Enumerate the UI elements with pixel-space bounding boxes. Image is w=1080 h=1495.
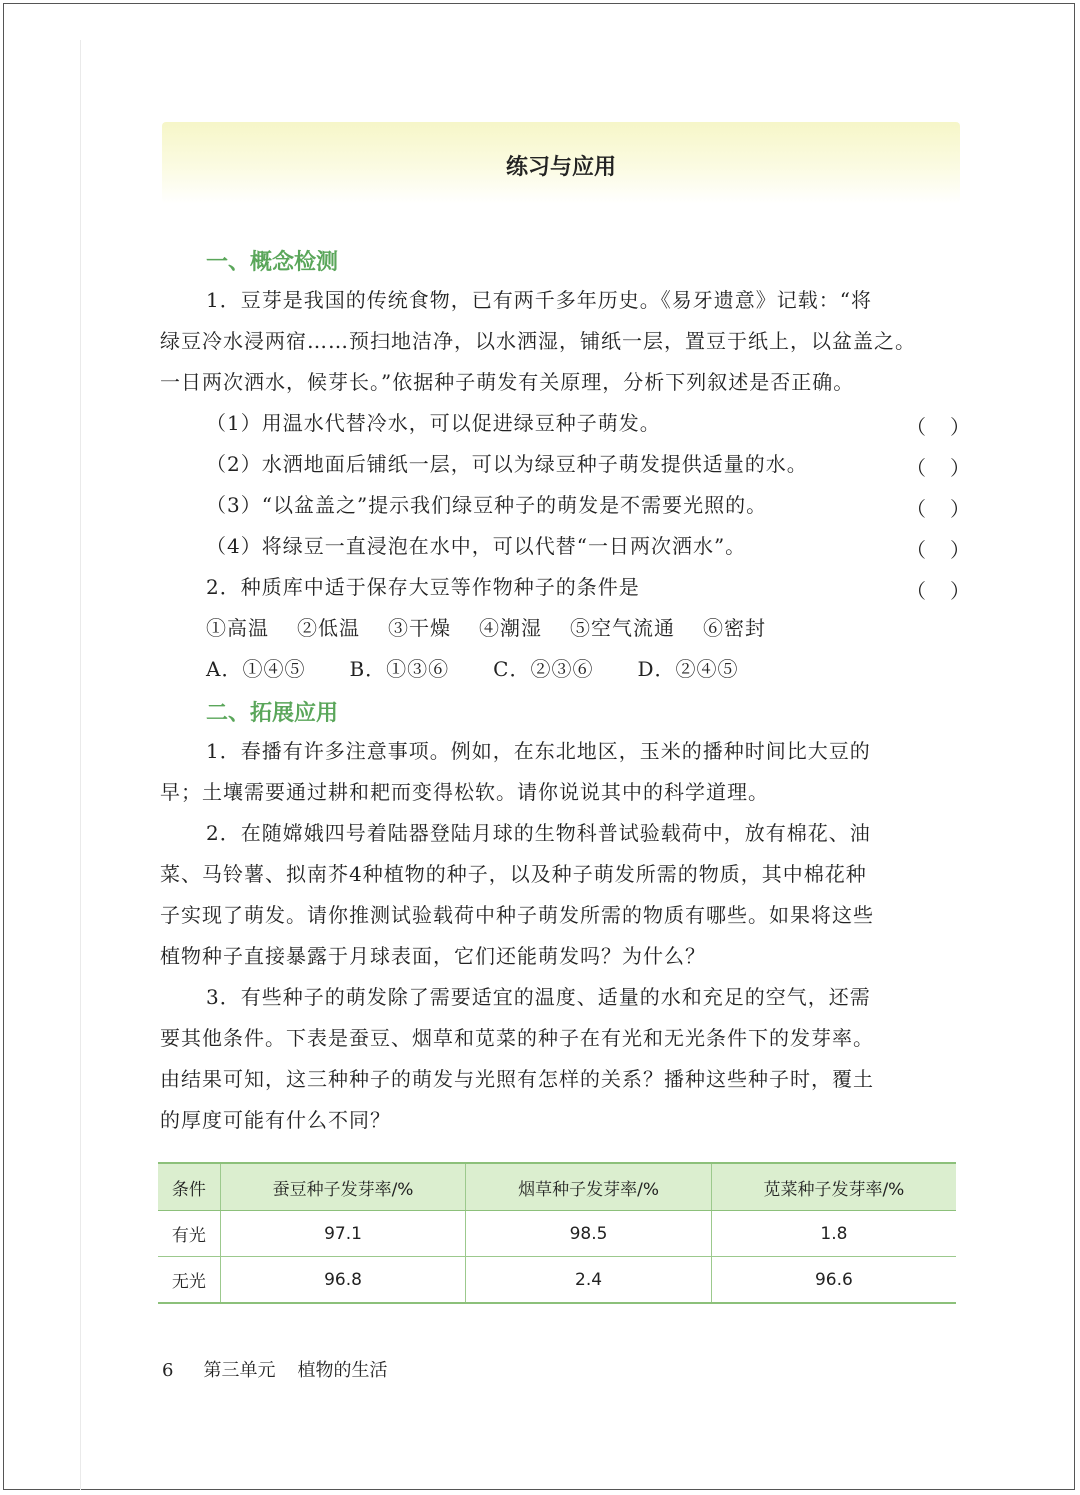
paragraph-line: 菜、马铃薯、拟南芥4种植物的种子，以及种子萌发所需的物质，其中棉花种 <box>160 862 867 886</box>
paragraph-line: 要其他条件。下表是蚕豆、烟草和苋菜的种子在有光和无光条件下的发芽率。 <box>160 1026 874 1050</box>
answer-blank: （） <box>906 538 994 562</box>
paragraph-line: 的厚度可能有什么不同？ <box>160 1108 391 1132</box>
choice-a: A．①④⑤ <box>206 657 306 681</box>
question-item: （3）“以盆盖之”提示我们绿豆种子的萌发是不需要光照的。 <box>206 493 768 517</box>
page-number: 6 <box>162 1360 174 1381</box>
page-title: 练习与应用 <box>505 155 616 180</box>
paragraph-line: 3．有些种子的萌发除了需要适宜的温度、适量的水和充足的空气，还需 <box>206 985 871 1009</box>
answer-blank: （） <box>906 497 994 521</box>
paragraph-line: 一日两次洒水，候芽长。”依据种子萌发有关原理，分析下列叙述是否正确。 <box>160 370 855 394</box>
table-header-row <box>158 1163 956 1211</box>
choice-list <box>206 659 783 679</box>
table-cell: 有光 <box>158 1211 220 1257</box>
choice-d: D．②④⑤ <box>637 657 739 681</box>
table-cell: 98.5 <box>466 1211 712 1257</box>
table-header-cell: 蚕豆种子发芽率/% <box>220 1163 466 1211</box>
paragraph-line: 1．豆芽是我国的传统食物，已有两千多年历史。《易牙遗意》记载：“将 <box>206 288 872 312</box>
table-cell: 2.4 <box>466 1257 712 1304</box>
table-row <box>158 1211 956 1257</box>
option: ⑤空气流通 <box>570 616 675 640</box>
paragraph-line: 1．春播有许多注意事项。例如，在东北地区，玉米的播种时间比大豆的 <box>206 739 871 763</box>
germination-rate-table <box>158 1162 956 1304</box>
table-cell: 96.8 <box>220 1257 466 1304</box>
table-cell: 无光 <box>158 1257 220 1304</box>
question-2: 2．种质库中适于保存大豆等作物种子的条件是 <box>206 575 640 599</box>
option-list <box>206 618 794 638</box>
footer-chapter: 植物的生活 <box>297 1360 388 1381</box>
section-heading-extended-application: 二、拓展应用 <box>206 701 339 726</box>
table-cell: 97.1 <box>220 1211 466 1257</box>
section-heading-concept-check: 一、概念检测 <box>206 250 339 275</box>
question-item: （1）用温水代替冷水，可以促进绿豆种子萌发。 <box>206 411 661 435</box>
question-item: （2）水洒地面后铺纸一层，可以为绿豆种子萌发提供适量的水。 <box>206 452 808 476</box>
choice-b: B．①③⑥ <box>349 657 450 681</box>
answer-blank: （） <box>906 415 994 439</box>
choice-c: C．②③⑥ <box>493 657 594 681</box>
question-item: （4）将绿豆一直浸泡在水中，可以代替“一日两次洒水”。 <box>206 534 747 558</box>
answer-blank: （） <box>906 579 994 603</box>
option: ②低温 <box>297 616 360 640</box>
table-row <box>158 1257 956 1304</box>
table-header-cell: 条件 <box>158 1163 220 1211</box>
paragraph-line: 由结果可知，这三种种子的萌发与光照有怎样的关系？播种这些种子时，覆土 <box>160 1067 874 1091</box>
table-header-cell: 烟草种子发芽率/% <box>466 1163 712 1211</box>
paragraph-line: 绿豆冷水浸两宿……预扫地洁净，以水洒湿，铺纸一层，置豆于纸上，以盆盖之。 <box>160 329 916 353</box>
option: ③干燥 <box>388 616 451 640</box>
option: ⑥密封 <box>703 616 766 640</box>
paragraph-line: 2．在随嫦娥四号着陆器登陆月球的生物科普试验载荷中，放有棉花、油 <box>206 821 871 845</box>
table-cell: 1.8 <box>711 1211 956 1257</box>
paragraph-line: 子实现了萌发。请你推测试验载荷中种子萌发所需的物质有哪些。如果将这些 <box>160 903 874 927</box>
paragraph-line: 早；土壤需要通过耕和耙而变得松软。请你说说其中的科学道理。 <box>160 780 769 804</box>
answer-blank: （） <box>906 456 994 480</box>
paragraph-line: 植物种子直接暴露于月球表面，它们还能萌发吗？为什么？ <box>160 944 706 968</box>
table-cell: 96.6 <box>711 1257 956 1304</box>
option: ①高温 <box>206 616 269 640</box>
table-header-cell: 苋菜种子发芽率/% <box>711 1163 956 1211</box>
footer-unit: 第三单元 <box>203 1360 276 1381</box>
page-footer <box>162 1356 387 1382</box>
option: ④潮湿 <box>479 616 542 640</box>
